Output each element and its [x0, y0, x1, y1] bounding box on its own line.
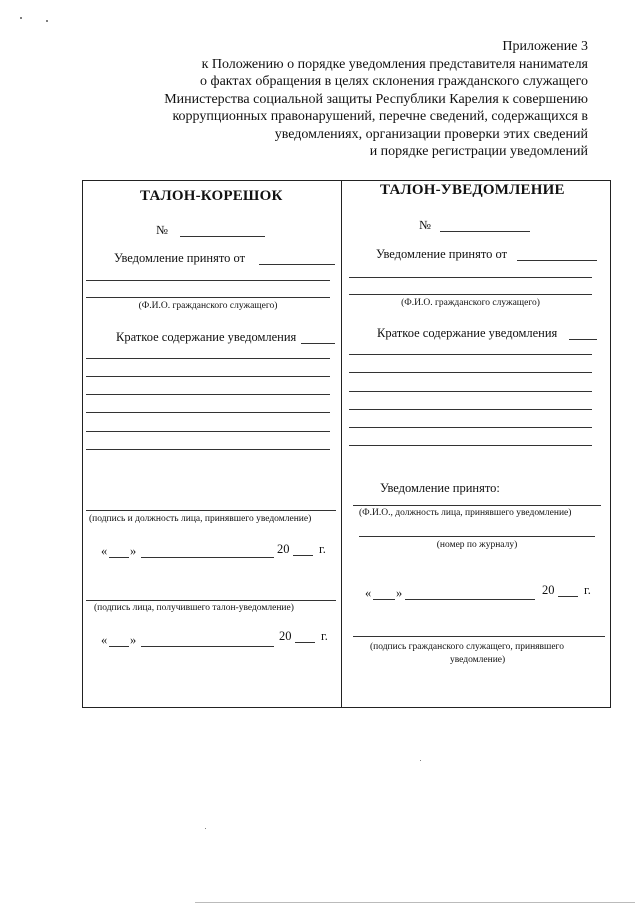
stub-date-close-2: »	[130, 633, 137, 647]
header-line: о фактах обращения в целях склонения гражданского служащего	[200, 74, 588, 89]
stub-year-suffix-2: г.	[321, 629, 328, 643]
stub-summary-line[interactable]	[86, 412, 330, 413]
header-line: к Положению о порядке уведомления представителя нанимателя	[201, 56, 588, 72]
stub-signature-line[interactable]	[86, 510, 336, 511]
stub-recipient-caption: (подпись лица, получившего талон-уведомление)	[94, 603, 294, 613]
stub-received-from-field[interactable]	[259, 264, 335, 265]
notice-summary-line[interactable]	[349, 391, 592, 392]
notice-summary-label: Краткое содержание уведомления	[377, 326, 558, 340]
stub-summary-line[interactable]	[86, 431, 330, 432]
notice-accepted-label: Уведомление принято:	[380, 481, 500, 495]
stub-summary-line[interactable]	[86, 449, 330, 450]
notice-fio-line[interactable]	[349, 294, 592, 295]
notice-servant-signature-line[interactable]	[353, 636, 605, 637]
form-frame	[82, 180, 611, 708]
header-line: коррупционных правонарушений, перечне сведений, содержащихся в	[172, 109, 588, 124]
stub-date-open: «	[101, 544, 108, 558]
scan-speck	[46, 20, 48, 22]
header-line: Приложение 3	[502, 39, 588, 54]
stub-summary-line[interactable]	[86, 394, 330, 395]
stub-date-day-field-2[interactable]	[109, 646, 129, 647]
stub-title: ТАЛОН-КОРЕШОК	[140, 188, 283, 204]
stub-year-prefix-2: 20	[279, 629, 292, 643]
notice-accepter-caption: (Ф.И.О., должность лица, принявшего уведомление)	[359, 508, 572, 518]
appendix-header	[108, 38, 588, 161]
notice-summary-line[interactable]	[349, 445, 592, 446]
stub-summary-field[interactable]	[301, 343, 335, 344]
stub-date-open-2: «	[101, 633, 108, 647]
stub-summary-label: Краткое содержание уведомления	[116, 330, 297, 344]
notice-summary-line[interactable]	[349, 409, 592, 410]
notice-year-field[interactable]	[558, 596, 578, 597]
notice-summary-line[interactable]	[349, 427, 592, 428]
stub-signature-caption: (подпись и должность лица, принявшего уведомление)	[89, 514, 312, 524]
notice-year-suffix: г.	[584, 583, 591, 597]
stub-received-from-label: Уведомление принято от	[114, 251, 246, 265]
notice-date-open: «	[365, 586, 372, 600]
notice-summary-line[interactable]	[349, 354, 592, 355]
header-line: и порядке регистрации уведомлений	[369, 144, 588, 159]
stub-year-prefix: 20	[277, 542, 290, 556]
notice-date-month-field[interactable]	[405, 599, 535, 600]
notice-title: ТАЛОН-УВЕДОМЛЕНИЕ	[380, 182, 565, 198]
notice-servant-caption-1: (подпись гражданского служащего, принявшего	[370, 642, 564, 652]
notice-journal-caption: (номер по журналу)	[436, 540, 518, 550]
stub-number-label: №	[156, 223, 168, 237]
stub-fio-caption: (Ф.И.О. гражданского служащего)	[138, 301, 278, 311]
scan-speck	[20, 17, 22, 19]
header-line: уведомлениях, организации проверки этих сведений	[274, 126, 588, 142]
notice-number-label: №	[419, 218, 431, 232]
stub-year-field-2[interactable]	[295, 642, 315, 643]
stub-recipient-line[interactable]	[86, 600, 336, 601]
scan-speck	[205, 828, 206, 829]
notice-summary-field[interactable]	[569, 339, 597, 340]
stub-date-close: »	[130, 544, 137, 558]
notice-number-field[interactable]	[440, 231, 530, 232]
stub-summary-line[interactable]	[86, 376, 330, 377]
stub-year-suffix: г.	[319, 542, 326, 556]
notice-servant-caption-2: уведомление)	[450, 655, 506, 665]
stub-date-day-field[interactable]	[109, 557, 129, 558]
stub-fio-line[interactable]	[86, 280, 330, 281]
scan-edge-line	[195, 902, 635, 903]
stub-summary-line[interactable]	[86, 358, 330, 359]
notice-date-day-field[interactable]	[373, 599, 395, 600]
header-line: Министерства социальной защиты Республики Карелия к совершению	[164, 91, 588, 107]
notice-accepter-line[interactable]	[353, 505, 601, 506]
notice-received-from-field[interactable]	[517, 260, 597, 261]
notice-fio-caption: (Ф.И.О. гражданского служащего)	[401, 298, 540, 308]
stub-number-field[interactable]	[180, 236, 265, 237]
column-divider	[341, 181, 342, 707]
notice-date-close: »	[396, 586, 403, 600]
notice-summary-line[interactable]	[349, 372, 592, 373]
stub-year-field[interactable]	[293, 555, 313, 556]
scan-speck	[420, 760, 421, 761]
stub-date-month-field-2[interactable]	[141, 646, 274, 647]
notice-year-prefix: 20	[542, 583, 555, 597]
notice-journal-line[interactable]	[359, 536, 595, 537]
notice-fio-line[interactable]	[349, 277, 592, 278]
stub-fio-line[interactable]	[86, 297, 330, 298]
stub-date-month-field[interactable]	[141, 557, 274, 558]
notice-received-from-label: Уведомление принято от	[376, 247, 508, 261]
